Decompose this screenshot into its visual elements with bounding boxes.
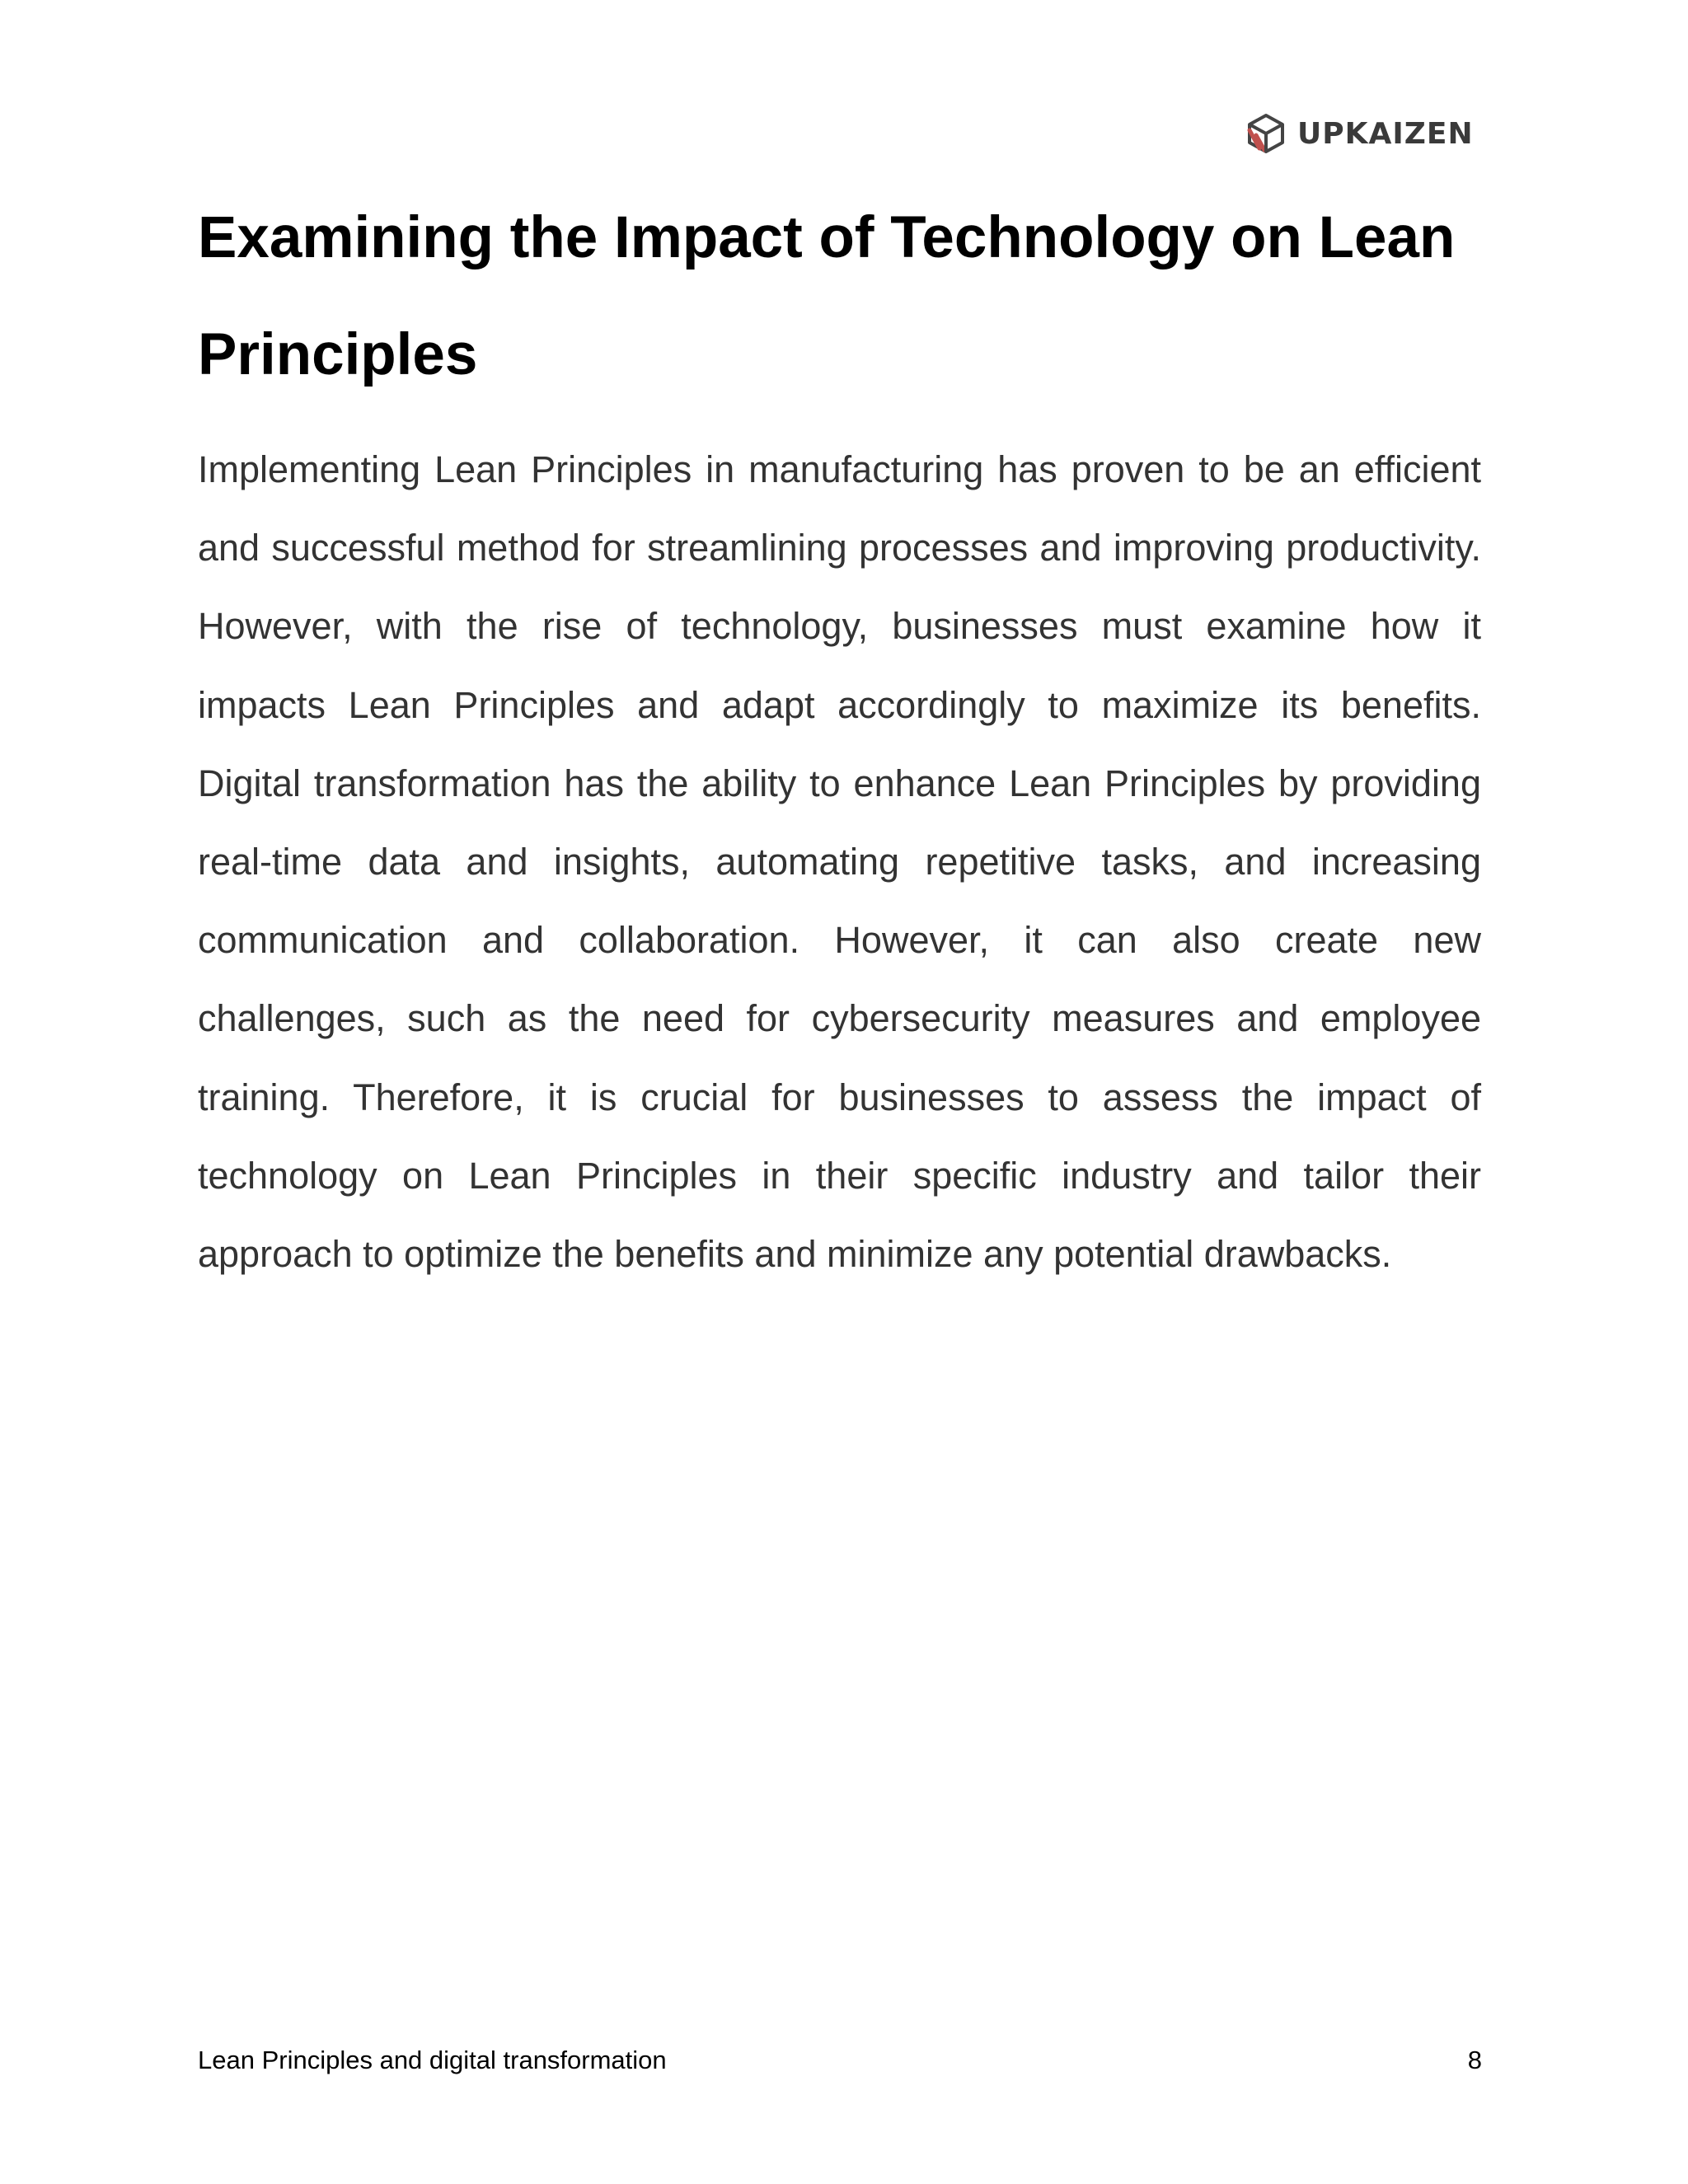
page-number: 8: [1467, 2046, 1482, 2074]
upkaizen-cube-logo-icon: [1245, 112, 1287, 155]
brand-logo: [1245, 112, 1474, 155]
body-paragraph: Implementing Lean Principles in manufacturing has proven to be an efficient and successful method for streamlining processes and improving productivity. However, with the rise of technology, businesses must examine how it impacts Lean Principles and adapt accordingly to maximize its benefits. Digital transformation has the ability to enhance Lean Principles by providing real-time data and insights, automating repetitive tasks, and increasing communication and collaboration. However, it can also create new challenges, such as the need for cybersecurity measures and employee training. Therefore, it is crucial for businesses to assess the impact of technology on Lean Principles in their specific industry and tailor their approach to optimize the benefits and minimize any potential drawbacks.: [198, 448, 1481, 1276]
logo-text: UPKAIZEN: [1297, 116, 1474, 151]
footer-document-title: Lean Principles and digital transformation: [198, 2046, 667, 2074]
page-title: Examining the Impact of Technology on Lean Principles: [198, 205, 1456, 387]
